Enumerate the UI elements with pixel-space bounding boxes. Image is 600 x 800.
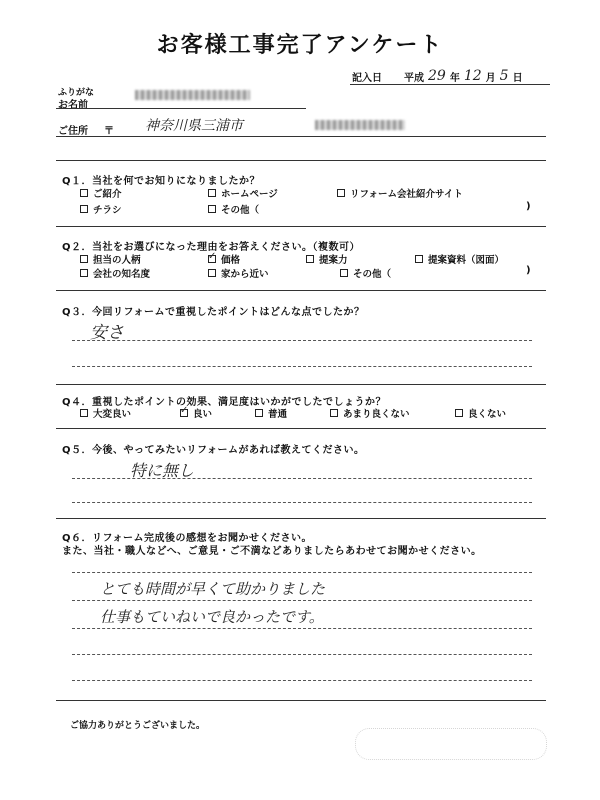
checkbox[interactable]: [80, 409, 88, 417]
q4-option-bad[interactable]: [455, 406, 506, 420]
q2-text: Q２．当社をお選びになった理由をお答えください。（複数可）: [62, 242, 361, 253]
day-unit: 日: [512, 73, 523, 84]
q6-rule-5: [72, 680, 532, 681]
q2-option-personality[interactable]: [80, 252, 141, 266]
checkbox[interactable]: [208, 189, 216, 197]
option-label: 担当の人柄: [93, 255, 141, 266]
q3-answer-line-2: [72, 366, 532, 367]
checkbox-checked[interactable]: [208, 255, 216, 263]
checkbox[interactable]: [306, 255, 314, 263]
checkbox[interactable]: [80, 255, 88, 263]
postal-mark: 〒: [104, 126, 114, 137]
q6-answer-line-1: とても時間が早くて助かりました: [100, 580, 326, 598]
q4-option-average[interactable]: [255, 406, 287, 420]
q6-divider: [56, 700, 546, 701]
option-label: チラシ: [93, 205, 122, 216]
q6-rule-1: [72, 572, 532, 573]
q2-option-reputation[interactable]: [80, 266, 150, 280]
q1-divider: [56, 226, 546, 227]
option-label: その他（: [353, 269, 392, 280]
q6-text-line-2: また、当社・職人などへ、ご意見・ご不満などありましたらあわせてお聞かせください。: [62, 546, 482, 557]
address-underline: [56, 136, 546, 137]
q3-answer-line-1: [72, 340, 532, 341]
q2-divider: [56, 290, 546, 291]
q2-option-other[interactable]: [340, 266, 391, 280]
checkbox[interactable]: [80, 205, 88, 213]
company-stamp: [355, 728, 547, 760]
q5-text: Q５．今後、やってみたいリフォームがあれば教えてください。: [62, 445, 365, 456]
q5-answer-line-1: [72, 478, 532, 479]
option-label: 提案力: [319, 255, 348, 266]
q1-option-homepage[interactable]: [208, 186, 278, 200]
checkbox[interactable]: [337, 189, 345, 197]
checkbox-checked[interactable]: [180, 409, 188, 417]
option-label: 会社の知名度: [93, 269, 151, 280]
month-unit: 月: [485, 73, 496, 84]
date-label: 記入日: [352, 73, 382, 84]
q2-option-nearby[interactable]: [208, 266, 269, 280]
q2-close-paren: ): [526, 265, 531, 276]
q4-option-good[interactable]: [180, 406, 212, 420]
checkbox[interactable]: [330, 409, 338, 417]
checkbox[interactable]: [415, 255, 423, 263]
q5-answer-line-2: [72, 502, 532, 503]
option-label: あまり良くない: [343, 409, 410, 420]
date-underline: [350, 84, 550, 85]
q3-text: Q３．今回リフォームで重視したポイントはどんな点でしたか？: [62, 307, 365, 318]
q6-rule-3: [72, 628, 532, 629]
address-redacted: [315, 120, 405, 130]
address-value: 神奈川県三浦市: [145, 118, 243, 134]
option-label: 良い: [193, 409, 213, 420]
option-label: その他（: [221, 205, 260, 216]
q1-option-flyer[interactable]: [80, 202, 122, 216]
q6-text-line-1: Q６．リフォーム完成後の感想をお聞かせください。: [62, 533, 313, 544]
q6-answer-line-2: 仕事もていねいで良かったです。: [100, 608, 324, 626]
q3-divider: [56, 384, 546, 385]
option-label: 普通: [268, 409, 288, 420]
name-label: お名前: [58, 100, 88, 111]
checkbox[interactable]: [208, 205, 216, 213]
header-divider: [56, 160, 546, 161]
q5-answer: 特に無し: [130, 461, 195, 480]
option-label: リフォーム会社紹介サイト: [350, 189, 463, 200]
year-unit: 年: [449, 73, 460, 84]
q4-text: Q４．重視したポイントの効果、満足度はいかがでしたでしょうか？: [62, 397, 387, 408]
q1-option-other[interactable]: [208, 202, 259, 216]
day-value: 5: [499, 68, 509, 84]
thank-you-message: ご協力ありがとうございました。: [70, 721, 206, 731]
era-label: 平成: [404, 73, 424, 84]
checkbox[interactable]: [340, 269, 348, 277]
address-label: ご住所: [58, 126, 88, 137]
option-label: 家から近い: [221, 269, 269, 280]
q1-close-paren: ): [526, 201, 531, 212]
furigana-label: ふりがな: [58, 88, 95, 98]
name-redacted: [135, 90, 250, 100]
year-value: 29: [428, 68, 446, 84]
q1-option-introduction[interactable]: [80, 186, 122, 200]
q2-option-proposal[interactable]: [306, 252, 348, 266]
option-label: 良くない: [468, 409, 507, 420]
option-label: 価格: [221, 255, 241, 266]
q6-rule-2: [72, 600, 532, 601]
q3-answer: 安さ: [90, 323, 124, 343]
q1-option-portal-site[interactable]: [337, 186, 463, 200]
name-underline: [56, 108, 306, 109]
checkbox[interactable]: [255, 409, 263, 417]
q2-option-price[interactable]: [208, 252, 240, 266]
checkbox[interactable]: [80, 269, 88, 277]
page-title: お客様工事完了アンケート: [156, 33, 444, 58]
q1-text: Q１．当社を何でお知りになりましたか？: [62, 176, 261, 187]
option-label: 提案資料（図面）: [428, 255, 505, 266]
q4-divider: [56, 428, 546, 429]
checkbox[interactable]: [455, 409, 463, 417]
checkbox[interactable]: [208, 269, 216, 277]
option-label: 大変良い: [93, 409, 132, 420]
month-value: 12: [463, 68, 482, 84]
checkbox[interactable]: [80, 189, 88, 197]
q4-option-very-good[interactable]: [80, 406, 131, 420]
q5-divider: [56, 518, 546, 519]
q2-option-drawings[interactable]: [415, 252, 504, 266]
option-label: ホームページ: [221, 189, 278, 200]
q6-rule-4: [72, 654, 532, 655]
date-row: [352, 68, 552, 84]
option-label: ご紹介: [93, 189, 122, 200]
q4-option-not-very-good[interactable]: [330, 406, 410, 420]
